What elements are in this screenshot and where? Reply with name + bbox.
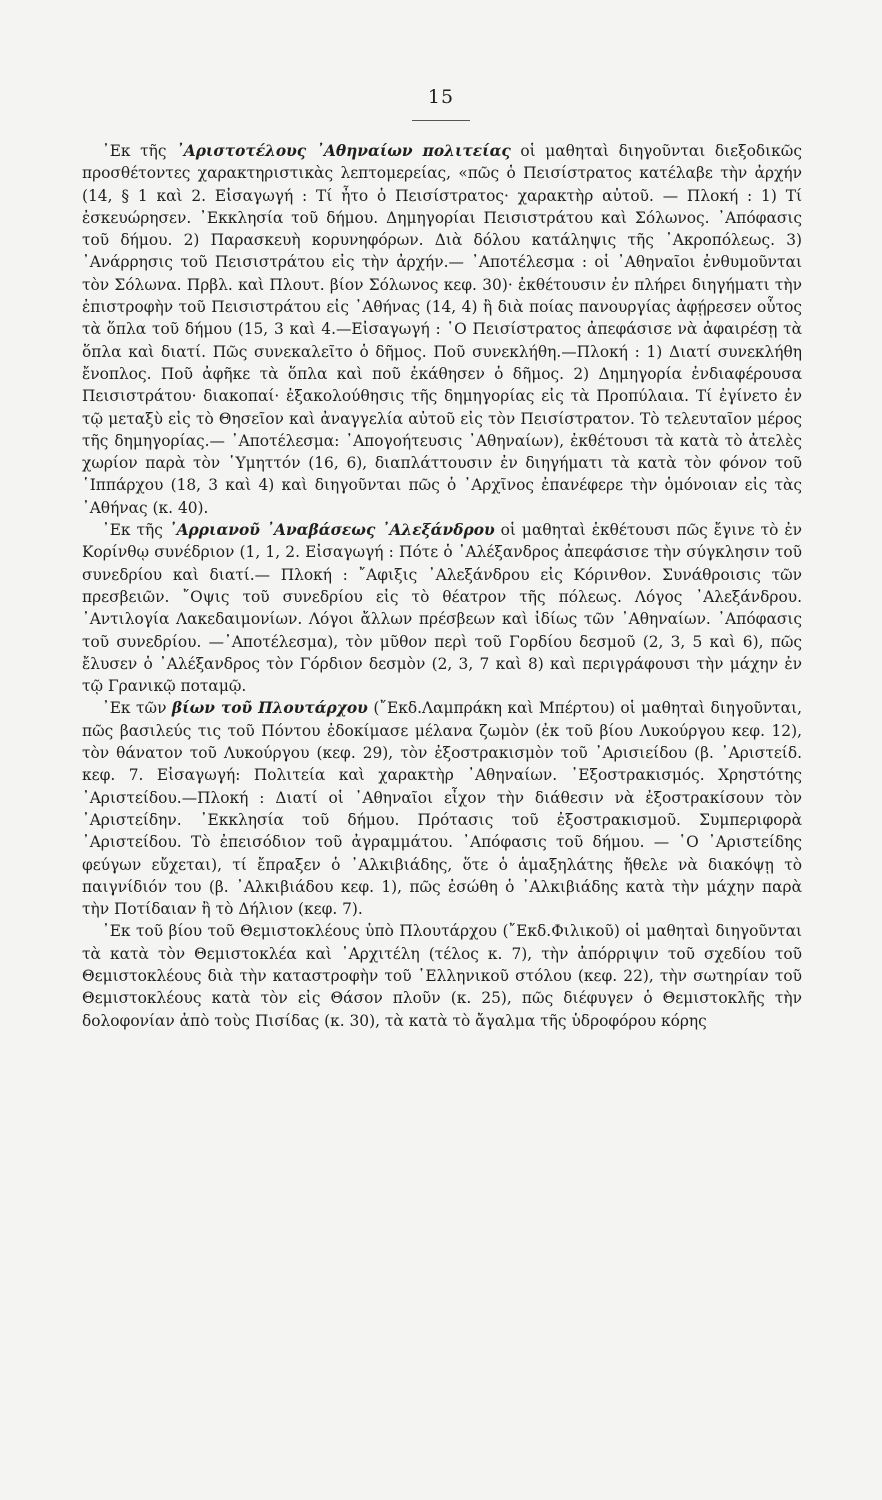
paragraph-plutarch-lives — [82, 697, 802, 920]
text-body — [82, 140, 802, 1032]
work-title: βίων τοῦ Πλουτάρχου — [171, 699, 368, 718]
text-segment: ᾿Εκ τῆς — [102, 142, 177, 160]
page-number: 15 — [427, 86, 455, 108]
text-segment: οἱ μαθηταὶ διηγοῦνται διεξοδικῶς προσθέτοντες χαρακτηριστικὰς λεπτομερείας, «πῶς ὁ Πεισίστρατος κατέλαβε τὴν ἀρχήν (14, § 1 καὶ 2. Εἰσαγωγή : Τί ἦτο ὁ Πεισίστρατος· χαρακτὴρ αὐτοῦ. — Πλοκή : 1) Τί ἐσκευώρησεν. ᾿Εκκλησία τοῦ δήμου. Δημηγορίαι Πεισιστράτου καὶ Σόλωνος. ᾿Απόφασις τοῦ δήμου. 2) Παρασκευὴ κορυνηφόρων. Διὰ δόλου κατάληψις τῆς ᾿Ακροπόλεως. 3) ᾿Ανάρρησις τοῦ Πεισιστράτου εἰς τὴν ἀρχήν.— ᾿Αποτέλεσμα : οἱ ᾿Αθηναῖοι ἐνθυμοῦνται τὸν Σόλωνα. Πρβλ. καὶ Πλουτ. βίον Σόλωνος κεφ. 30)· ἐκθέτουσιν ἐν πλήρει διηγήματι τὴν ἐπιστροφὴν τοῦ Πεισιστράτου εἰς ᾿Αθήνας (14, 4) ἢ διὰ ποίας πανουργίας ἀφῄρεσεν οὗτος τὰ ὅπλα τοῦ δήμου (15, 3 καὶ 4.—Εἰσαγωγή : ῾Ο Πεισίστρατος ἀπεφάσισε νὰ ἀφαιρέσῃ τὰ ὅπλα καὶ διατί. Πῶς συνεκαλεῖτο ὁ δῆμος. Ποῦ συνεκλήθη.—Πλοκή : 1) Διατί συνεκλήθη ἔνοπλος. Ποῦ ἀφῆκε τὰ ὅπλα καὶ ποῦ ἐκάθησεν ὁ δῆμος. 2) Δημηγορία ἐνδιαφέρουσα Πεισιστράτου· διακοπαί· ἐξακολούθησις τῆς δημηγορίας εἰς τὰ Προπύλαια. Τί ἐγίνετο ἐν τῷ μεταξὺ εἰς τὸ Θησεῖον καὶ ἀναγγελία αὐτοῦ εἰς τὸν Πεισίστρατον. Τὸ τελευταῖον μέρος τῆς δημηγορίας.— ᾿Αποτέλεσμα: ᾿Απογοήτευσις ᾿Αθηναίων), ἐκθέτουσι τὰ κατὰ τὸ ἀτελὲς χωρίον παρὰ τὸν ῾Υμηττόν (16, 6), διαπλάττουσιν ἐν διηγήματι τὰ κατὰ τὸν φόνον τοῦ ῾Ιππάρχου (18, 3 καὶ 4) καὶ διηγοῦνται πῶς ὁ ᾿Αρχῖνος ἐπανέφερε τὴν ὁμόνοιαν εἰς τὰς ᾿Αθήνας (κ. 40). — [82, 142, 802, 517]
text-segment: ᾿Εκ τοῦ βίου τοῦ Θεμιστοκλέους ὑπὸ Πλουτάρχου (῎Εκδ.Φιλικοῦ) οἱ μαθηταὶ διηγοῦνται τὰ κατὰ τὸν Θεμιστοκλέα καὶ ᾿Αρχιτέλη (τέλος κ. 7), τὴν ἀπόρριψιν τοῦ σχεδίου τοῦ Θεμιστοκλέους διὰ τὴν καταστροφὴν τοῦ ῾Ελληνικοῦ στόλου (κεφ. 22), τὴν σωτηρίαν τοῦ Θεμιστοκλέους κατὰ τὸν εἰς Θάσον πλοῦν (κ. 25), πῶς διέφυγεν ὁ Θεμιστοκλῆς τὴν δολοφονίαν ἀπὸ τοὺς Πισίδας (κ. 30), τὰ κατὰ τὸ ἄγαλμα τῆς ὑδροφόρου κόρης — [82, 922, 802, 1030]
text-segment: ᾿Εκ τῆς — [102, 521, 169, 540]
header-rule — [412, 120, 470, 121]
text-segment: (῎Εκδ.Λαμπράκη καὶ Μπέρτου) οἱ μαθηταὶ διηγοῦνται, πῶς βασιλεύς τις τοῦ Πόντου ἐδοκίμασε μέλανα ζωμὸν (ἐκ τοῦ βίου Λυκούργου κεφ. 12), τὸν θάνατον τοῦ Λυκούργου (κεφ. 29), τὸν ἐξοστρακισμὸν τοῦ ᾿Αρισιείδου (β. ᾿Αριστείδ. κεφ. 7. Εἰσαγωγή: Πολιτεία καὶ χαρακτὴρ ᾿Αθηναίων. ᾿Εξοστρακισμός. Χρηστότης ᾿Αριστείδου.—Πλοκή : Διατί οἱ ᾿Αθηναῖοι εἶχον τὴν διάθεσιν νὰ ἐξοστρακίσουν τὸν ᾿Αριστείδην. ᾿Εκκλησία τοῦ δήμου. Πρότασις τοῦ ἐξοστρακισμοῦ. Συμπεριφορὰ ᾿Αριστείδου. Τὸ ἐπεισόδιον τοῦ ἀγραμμάτου. ᾿Απόφασις τοῦ δήμου. — ῾Ο ᾿Αριστείδης φεύγων εὔχεται), τί ἔπραξεν ὁ ᾿Αλκιβιάδης, ὅτε ὁ ἁμαξηλάτης ἤθελε νὰ διακόψῃ τὸ παιγνίδιόν του (β. ᾿Αλκιβιάδου κεφ. 1), πῶς ἐσώθη ὁ ᾿Αλκιβιάδης κατὰ τὴν μάχην παρὰ τὴν Ποτίδαιαν ἢ τὸ Δήλιον (κεφ. 7). — [82, 699, 803, 919]
paragraph-arrian — [82, 519, 802, 697]
paragraph-aristotle — [82, 140, 802, 519]
text-segment: οἱ μαθηταὶ ἐκθέτουσι πῶς ἔγινε τὸ ἐν Κορίνθῳ συνέδριον (1, 1, 2. Εἰσαγωγή : Πότε ὁ ᾿Αλέξανδρος ἀπεφάσισε τὴν σύγκλησιν τοῦ συνεδρίου καὶ διατί.— Πλοκή : ῎Αφιξις ᾿Αλεξάνδρου εἰς Κόρινθον. Συνάθροισις τῶν πρεσβειῶν. ῎Οψις τοῦ συνεδρίου εἰς τὸ θέατρον τῆς πόλεως. Λόγος ᾿Αλεξάνδρου. ᾿Αντιλογία Λακεδαιμονίων. Λόγοι ἄλλων πρέσβεων καὶ ἰδίως τῶν ᾿Αθηναίων. ᾿Απόφασις τοῦ συνεδρίου. —᾿Αποτέλεσμα), τὸν μῦθον περὶ τοῦ Γορδίου δεσμοῦ (2, 3, 5 καὶ 6), πῶς ἔλυσεν ὁ ᾿Αλέξανδρος τὸν Γόρδιον δεσμὸν (2, 3, 7 καὶ 8) καὶ περιγράφουσι τὴν μάχην ἐν τῷ Γρανικῷ ποταμῷ. — [82, 521, 802, 696]
work-title: ᾿Αριστοτέλους ᾿Αθηναίων πολιτείας — [176, 142, 511, 160]
work-title: ᾿Αρριανοῦ ᾿Αναβάσεως ᾿Αλεξάνδρου — [168, 521, 495, 540]
paragraph-themistocles — [82, 920, 802, 1031]
text-segment: ᾿Εκ τῶν — [102, 699, 172, 718]
